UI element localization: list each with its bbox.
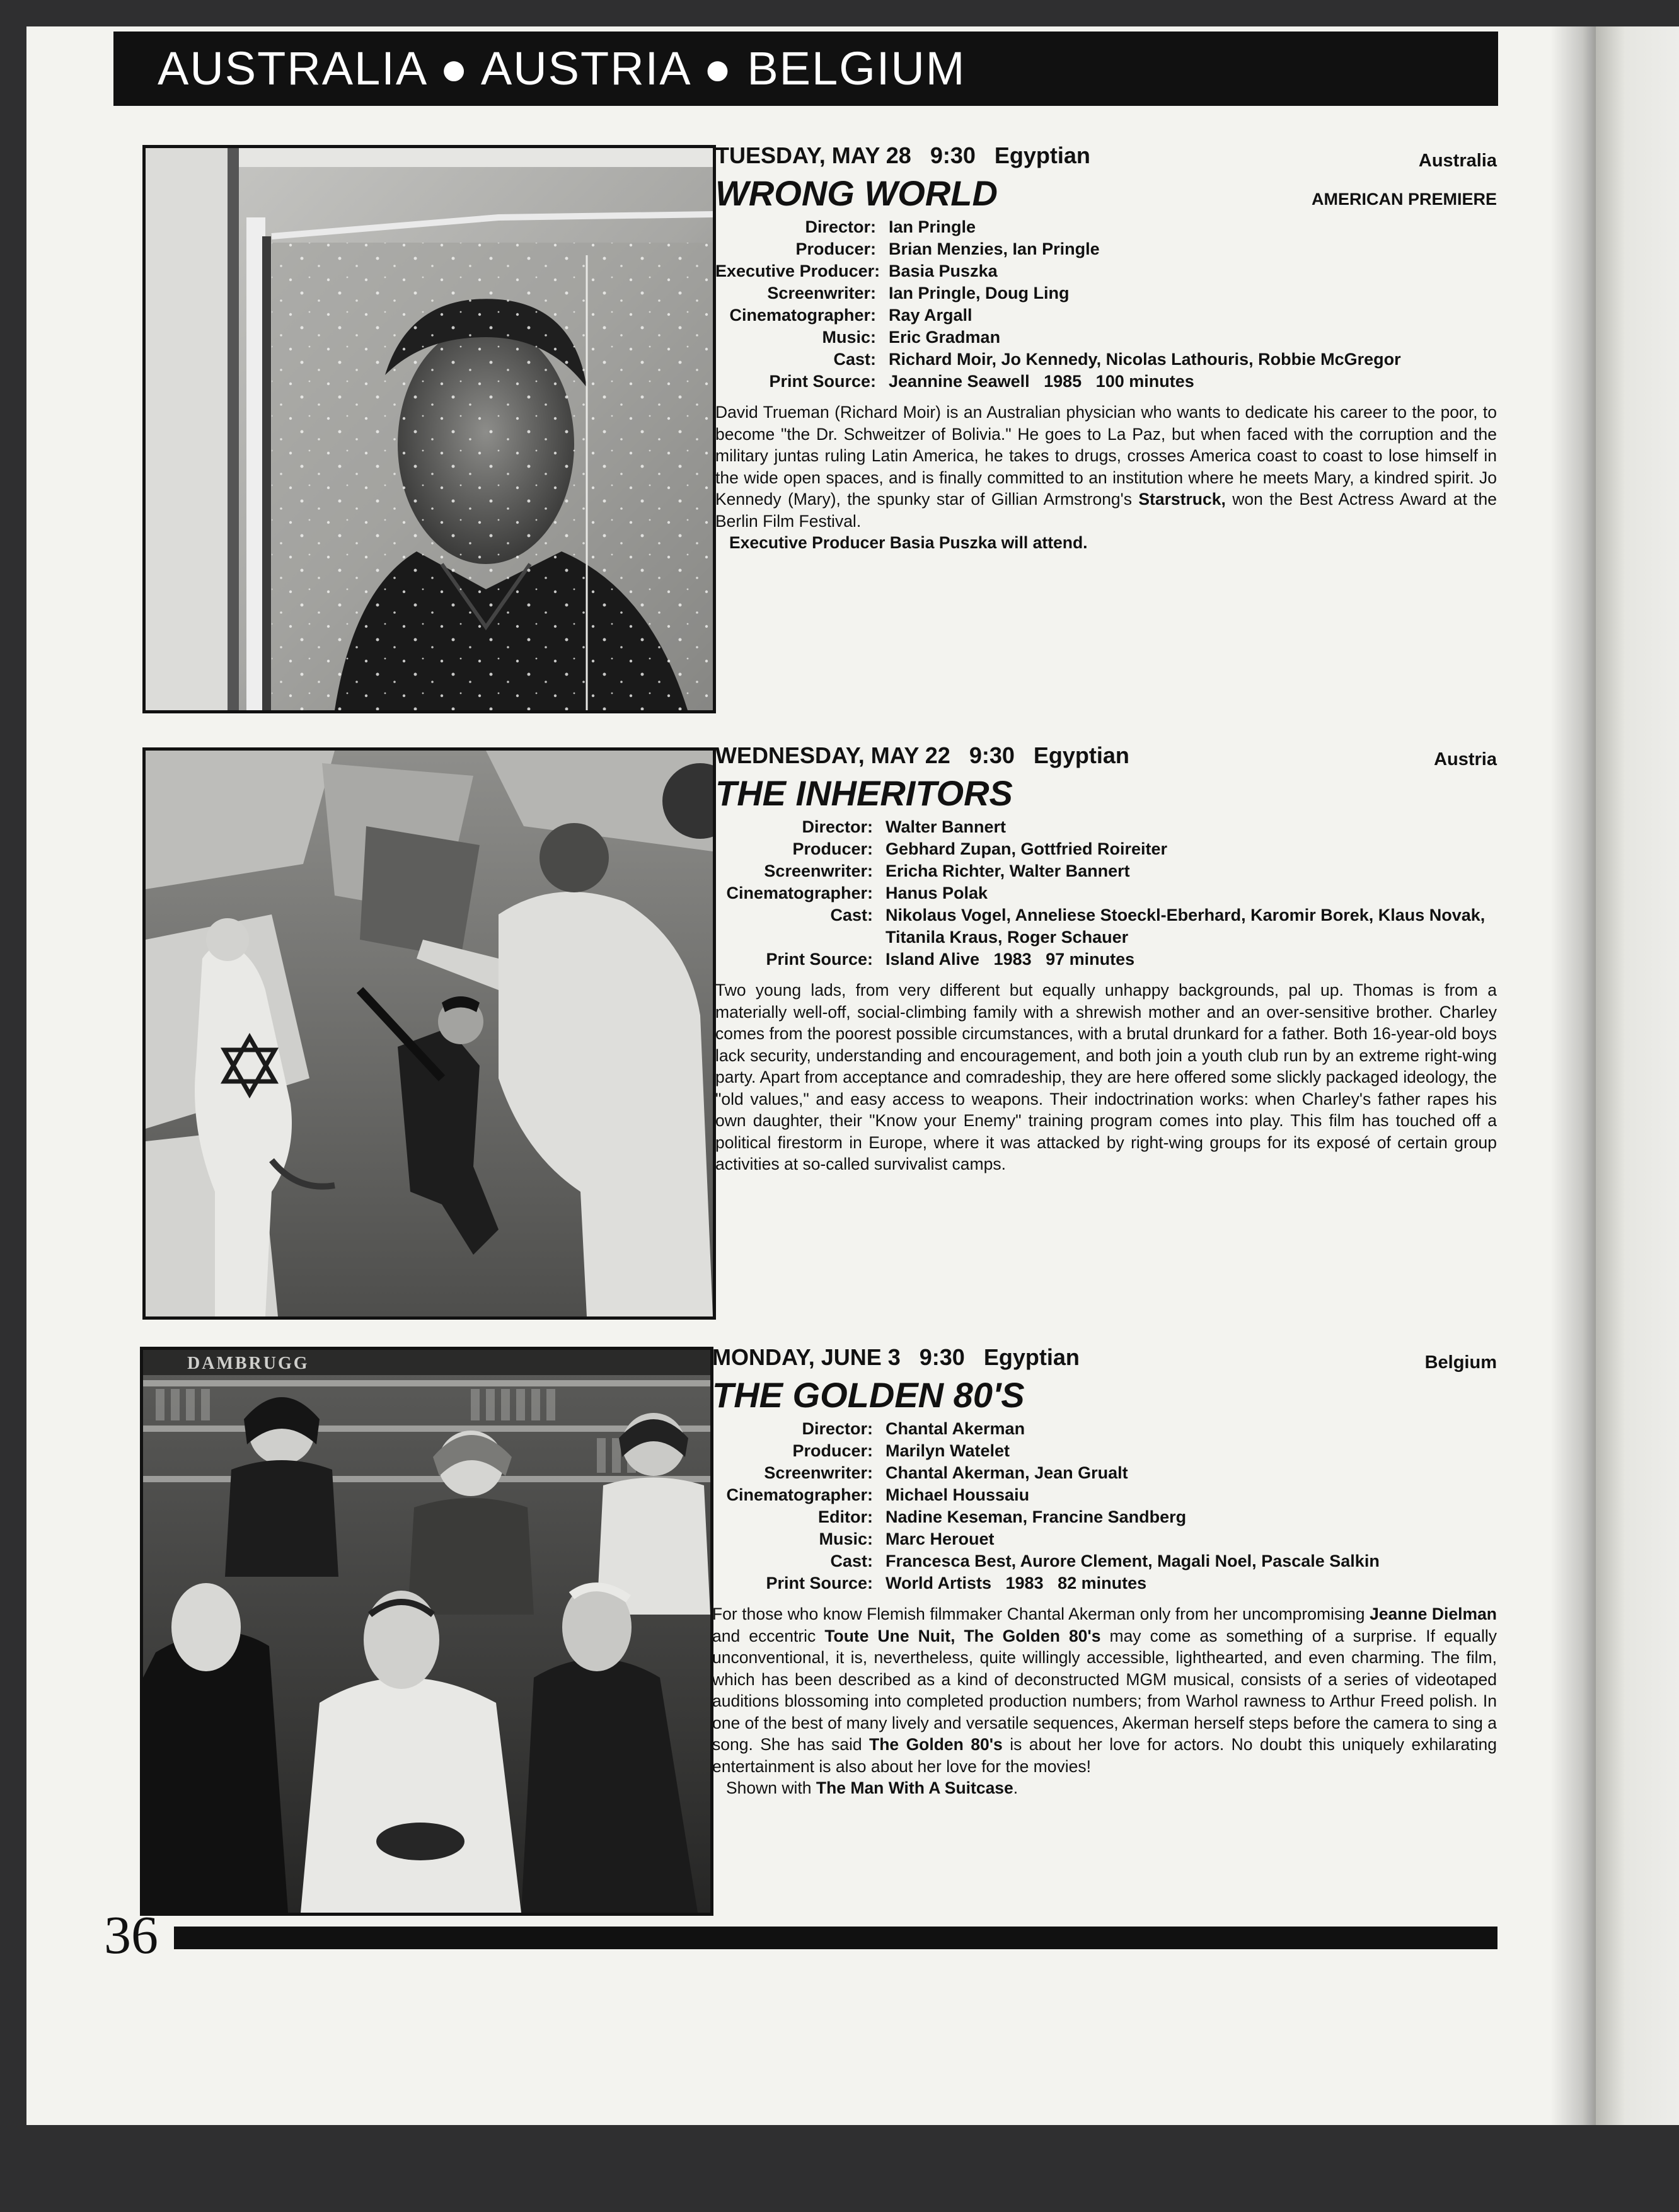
premiere-label: AMERICAN PREMIERE bbox=[1311, 190, 1497, 209]
film-entry-wrong-world bbox=[715, 142, 1497, 554]
credit-label: Director: bbox=[802, 817, 873, 836]
credit-label: Editor: bbox=[818, 1507, 873, 1526]
credit-value: Marc Herouet bbox=[886, 1529, 995, 1548]
note-text: Shown with bbox=[726, 1778, 816, 1797]
film-synopsis: Two young lads, from very different but equally unhappy backgrounds, pal up. Thomas is from a materially well-off, social-climbing family with a shrewish mother and an over-sensitive brother. Charley comes from the poorest possible circumstances, with a brutal drunkard for a father. Both 16-year-old boys lack security, understanding and encouragement, and both join a youth club run by an extreme right-wing party. Apart from acceptance and comradeship, they are here offered some slickly packaged ideology, the "old values," and easy access to weapons. Their indoctrination works: when Charley's father rapes his own daughter, their "Know your Enemy" training program comes into play. This film has touched off a political firestorm in Europe, where it was attacked by right-wing groups for its exposé of certain group activities at so-called survivalist camps. bbox=[715, 981, 1497, 1173]
film-reference: The Golden 80's bbox=[869, 1735, 1003, 1754]
section-header-bar bbox=[113, 32, 1498, 106]
credit-value: Chantal Akerman, Jean Grualt bbox=[886, 1463, 1128, 1482]
credit-label: Producer: bbox=[792, 1441, 873, 1460]
film-synopsis bbox=[715, 401, 1497, 532]
credit-value: Basia Puszka bbox=[889, 262, 998, 280]
credit-value: Francesca Best, Aurore Clement, Magali Noel, Pascale Salkin bbox=[886, 1552, 1380, 1570]
credit-value: Ian Pringle, Doug Ling bbox=[889, 284, 1070, 302]
credit-value: Chantal Akerman bbox=[886, 1419, 1025, 1438]
credit-label: Cast: bbox=[830, 906, 873, 925]
section-header-title: AUSTRALIA ● AUSTRIA ● BELGIUM bbox=[158, 42, 966, 95]
guest-note-text: Executive Producer Basia Puszka will attend. bbox=[729, 533, 1088, 552]
shown-with-note bbox=[712, 1777, 1497, 1799]
credits-list bbox=[715, 816, 1497, 971]
synopsis-text: For those who know Flemish filmmaker Chantal Akerman only from her uncompromising bbox=[712, 1604, 1370, 1623]
film-still-the-golden-80s bbox=[140, 1347, 713, 1916]
film-synopsis bbox=[712, 1603, 1497, 1777]
film-reference: The Man With A Suitcase bbox=[816, 1778, 1013, 1797]
synopsis-text: may come as something of a surprise. If equally unconventional, it is, nevertheless, quite willingly accessible, lighthearted, and even charming. The film, which has been described as a kind of deconstructed MGM musical, consists of a series of videotaped auditions blossoming into completed production numbers; from Warhol rawness to Arthur Freed polish. In one of the best of many lively and versatile sequences, Akerman herself steps before the camera to sing a song. She has said bbox=[712, 1626, 1497, 1754]
credit-value: Ray Argall bbox=[889, 306, 972, 325]
country-label: Australia bbox=[1418, 151, 1497, 171]
credit-label: Producer: bbox=[792, 839, 873, 858]
credit-value: Hanus Polak bbox=[886, 884, 988, 902]
film-title: WRONG WORLD bbox=[715, 173, 998, 213]
credit-value: Marilyn Watelet bbox=[886, 1441, 1010, 1460]
film-entry-the-golden-80s bbox=[712, 1344, 1497, 1799]
credit-label: Cinematographer: bbox=[729, 306, 876, 325]
footer-rule bbox=[174, 1927, 1497, 1949]
country-label: Belgium bbox=[1424, 1352, 1497, 1373]
film-still-wrong-world bbox=[142, 145, 716, 713]
credit-label: Director: bbox=[805, 217, 876, 236]
credit-label: Music: bbox=[819, 1529, 873, 1548]
credit-label: Print Source: bbox=[769, 372, 876, 391]
credit-value: Eric Gradman bbox=[889, 328, 1001, 347]
credit-label: Producer: bbox=[795, 239, 876, 258]
credit-value: Nadine Keseman, Francine Sandberg bbox=[886, 1507, 1187, 1526]
page-number: 36 bbox=[104, 1904, 158, 1965]
film-entry-the-inheritors bbox=[715, 742, 1497, 1175]
credit-value: Brian Menzies, Ian Pringle bbox=[889, 239, 1100, 258]
credit-value: Nikolaus Vogel, Anneliese Stoeckl-Eberhard, Karomir Borek, Klaus Novak, Titanila Kraus, Roger Schauer bbox=[886, 906, 1486, 947]
credit-label: Cinematographer: bbox=[726, 884, 873, 902]
credit-label: Cast: bbox=[830, 1552, 873, 1570]
synopsis-text: is about her love for actors. No doubt this uniquely exhilarating entertainment is also about her love for the movies! bbox=[712, 1735, 1497, 1776]
credit-value: Island Alive 1983 97 minutes bbox=[886, 950, 1135, 969]
film-title: THE INHERITORS bbox=[715, 773, 1013, 813]
credit-label: Print Source: bbox=[766, 950, 873, 969]
credit-value: Jeannine Seawell 1985 100 minutes bbox=[889, 372, 1194, 391]
synopsis-text: won the Best Actress Award at the Berlin Film Festival. bbox=[715, 490, 1497, 531]
credit-value: World Artists 1983 82 minutes bbox=[886, 1574, 1147, 1593]
guest-note bbox=[715, 532, 1497, 554]
credit-value: Richard Moir, Jo Kennedy, Nicolas Lathouris, Robbie McGregor bbox=[889, 350, 1401, 369]
film-reference: Jeanne Dielman bbox=[1370, 1604, 1497, 1623]
country-label: Austria bbox=[1434, 749, 1497, 769]
screening-info: TUESDAY, MAY 28 9:30 Egyptian bbox=[715, 142, 1090, 168]
credits-list bbox=[715, 216, 1497, 393]
credit-value: Michael Houssaiu bbox=[886, 1485, 1030, 1504]
film-title: THE GOLDEN 80'S bbox=[712, 1375, 1025, 1415]
credit-label: Screenwriter: bbox=[767, 284, 876, 302]
film-reference: Toute Une Nuit, The Golden 80's bbox=[824, 1626, 1101, 1645]
credit-value: Walter Bannert bbox=[886, 817, 1007, 836]
credit-label: Cast: bbox=[833, 350, 876, 369]
credit-label: Music: bbox=[822, 328, 876, 347]
credit-label: Screenwriter: bbox=[764, 1463, 873, 1482]
credit-label: Cinematographer: bbox=[726, 1485, 873, 1504]
salon-sign: DAMBRUGG bbox=[187, 1354, 309, 1373]
film-still-the-inheritors bbox=[142, 747, 716, 1320]
page-gutter-shadow bbox=[1550, 26, 1596, 2125]
credit-label: Print Source: bbox=[766, 1574, 873, 1593]
credit-value: Ian Pringle bbox=[889, 217, 976, 236]
credit-label: Executive Producer: bbox=[715, 262, 880, 280]
synopsis-text: David Trueman (Richard Moir) is an Australian physician who wants to dedicate his career to the poor, to become "the Dr. Schweitzer of Bolivia." He goes to La Paz, but when faced with the corruption and the military juntas ruling Latin America, he takes to drugs, crosses America coast to coast to lose himself in the wide open spaces, and is finally committed to an institution where he meets Mary, a kindred spirit. Jo Kennedy (Mary), the spunky star of Gillian Armstrong's bbox=[715, 403, 1497, 509]
credits-list bbox=[712, 1418, 1497, 1594]
screening-info: MONDAY, JUNE 3 9:30 Egyptian bbox=[712, 1344, 1080, 1370]
note-text: . bbox=[1013, 1778, 1018, 1797]
credit-value: Ericha Richter, Walter Bannert bbox=[886, 861, 1130, 880]
facing-page-edge bbox=[1596, 26, 1679, 2125]
film-reference: Starstruck, bbox=[1138, 490, 1226, 509]
synopsis-text: and eccentric bbox=[712, 1626, 825, 1645]
screening-info: WEDNESDAY, MAY 22 9:30 Egyptian bbox=[715, 742, 1129, 768]
credit-label: Director: bbox=[802, 1419, 873, 1438]
credit-value: Gebhard Zupan, Gottfried Roireiter bbox=[886, 839, 1168, 858]
credit-label: Screenwriter: bbox=[764, 861, 873, 880]
